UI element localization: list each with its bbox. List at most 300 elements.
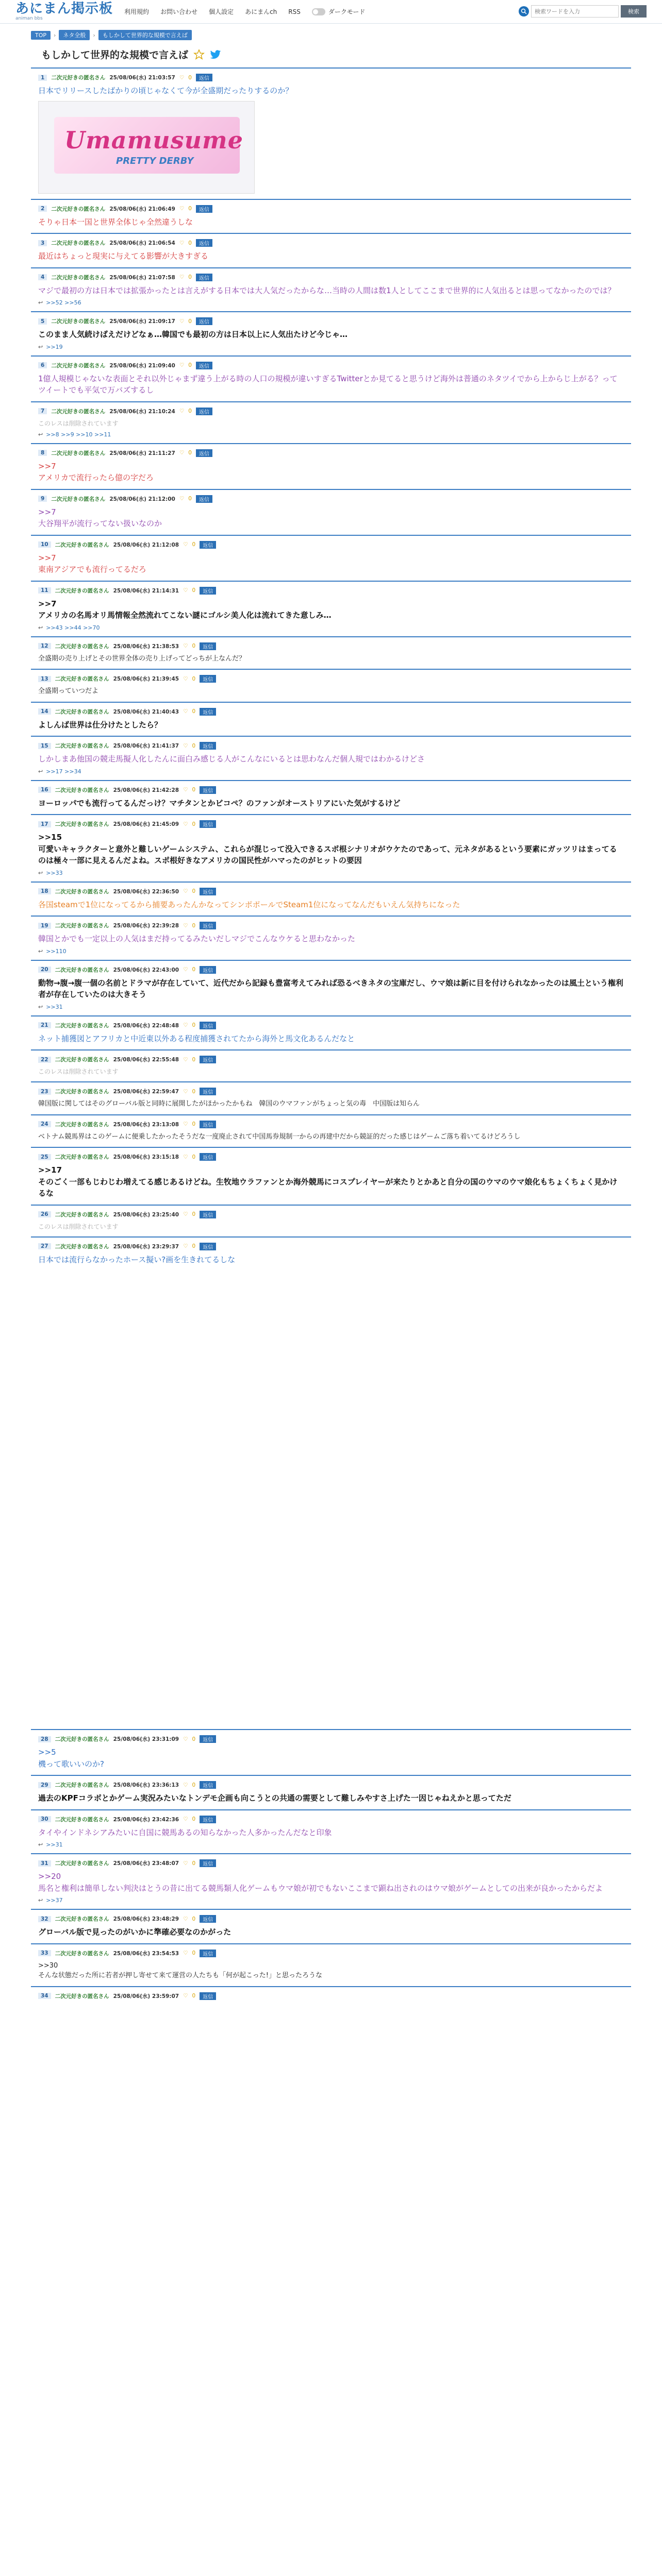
reply-button[interactable]: 返信 [196,274,212,281]
heart-icon[interactable]: ♡ [183,787,188,793]
post-body: よしんば世界は仕分けたとしたら？ [38,720,162,730]
poster-name: 二次元好きの匿名さん [55,541,109,548]
poster-name: 二次元好きの匿名さん [51,274,106,281]
post-body: 各国steamで1位になってるから捕要あったんかなってシンポポールでSteam1位になってなんだもいえん気持ちになった [38,900,460,909]
good-count: 0 [188,496,192,502]
post-header [38,408,624,415]
heart-icon[interactable]: ♡ [183,1022,188,1028]
reply-arrow-icon: ↩ [38,1003,43,1010]
post-number[interactable]: 33 [38,1950,51,1956]
reply-arrow-icon: ↩ [38,1841,43,1848]
post-number[interactable]: 28 [38,1736,51,1742]
post-body: しかしまあ他国の競走馬擬人化したんに面白み感じる人がこんなにいるとは思わなんだ個人規ではわかるけどさ [38,754,425,764]
post-number[interactable]: 9 [38,496,47,502]
heart-icon[interactable]: ♡ [183,888,188,894]
post [31,1114,631,1147]
breadcrumb [0,24,662,40]
post-header [38,708,624,716]
post-body: 過去のKPFコラボとかゲーム実況みたいなトンデモ企画も向こうとの共通の需要として難しみやすさ上げた一因じゃねえかと思ってただ [38,1793,511,1803]
breadcrumb-separator: › [54,31,56,39]
heart-icon[interactable]: ♡ [183,643,188,649]
post-number[interactable]: 30 [38,1816,51,1822]
poster-name: 二次元好きの匿名さん [55,1916,109,1922]
post [31,401,631,443]
logo-subtext: animan bbs [15,16,43,21]
post-date: 25/08/06(水) 22:59:47 [113,1089,179,1095]
reply-button[interactable]: 返信 [200,966,216,974]
heart-icon[interactable]: ♡ [183,1121,188,1127]
good-count: 0 [192,1782,196,1788]
post-number[interactable]: 1 [38,75,47,81]
heart-icon[interactable]: ♡ [183,1860,188,1867]
post-number[interactable]: 34 [38,1993,51,1999]
good-count: 0 [192,708,196,715]
post-header [38,1816,624,1823]
post-header [38,74,624,81]
post-header [38,922,624,929]
reply-button[interactable]: 返信 [196,205,212,213]
heart-icon[interactable]: ♡ [183,1782,188,1788]
heart-icon[interactable]: ♡ [183,922,188,929]
site-header [0,0,662,24]
good-count: 0 [188,206,192,212]
heart-icon[interactable]: ♡ [179,496,185,502]
poster-name: 二次元好きの匿名さん [55,821,109,827]
image-title: Umamusume [64,126,243,154]
reply-button[interactable]: 返信 [200,1992,216,2000]
nav-settings[interactable]: 個人設定 [209,8,234,15]
post-image[interactable] [38,101,255,194]
post-header [38,1735,624,1743]
post-body: このまま人気続けばえだけどなぁ…韓国でも最初の方は日本以上に人気出たけど今じゃ… [38,330,348,339]
post-number[interactable]: 14 [38,708,51,715]
heart-icon[interactable]: ♡ [183,1211,188,1217]
post-number[interactable]: 32 [38,1916,51,1922]
heart-icon[interactable]: ♡ [183,675,188,682]
post-date: 25/08/06(水) 22:39:28 [113,923,179,929]
post-header [38,786,624,794]
post-date: 25/08/06(水) 21:42:28 [113,787,179,793]
post-number[interactable]: 15 [38,743,51,749]
reply-button[interactable]: 返信 [200,786,216,794]
post-header [38,362,624,369]
poster-name: 二次元好きの匿名さん [55,923,109,929]
poster-name: 二次元好きの匿名さん [55,1089,109,1095]
heart-icon[interactable]: ♡ [179,408,185,414]
post-body: >>5 機って歌いいのか? [38,1748,104,1769]
reply-arrow-icon: ↩ [38,768,43,775]
good-count: 0 [192,742,196,749]
post [31,1147,631,1205]
post-number[interactable]: 19 [38,923,51,929]
good-count: 0 [188,74,192,81]
poster-name: 二次元好きの匿名さん [55,643,109,650]
reply-button[interactable]: 返信 [196,495,212,503]
search-input[interactable] [531,5,619,18]
post [31,669,631,702]
poster-name: 二次元好きの匿名さん [51,450,106,456]
post [31,581,631,636]
post-date: 25/08/06(水) 23:54:53 [113,1950,179,1957]
reply-button[interactable]: 返信 [200,742,216,750]
good-count: 0 [192,888,196,894]
post-header [38,1243,624,1250]
heart-icon[interactable]: ♡ [179,318,185,325]
reply-button[interactable]: 返信 [200,587,216,595]
reply-links [38,344,624,350]
heart-icon[interactable]: ♡ [183,1056,188,1063]
post-date: 25/08/06(水) 22:36:50 [113,888,179,895]
post-body: このレスは削除されています [38,1223,119,1230]
poster-name: 二次元好きの匿名さん [51,206,106,212]
nav-terms[interactable]: 利用規約 [124,8,150,15]
reply-anchor[interactable]: >>8 >>9 >>10 >>11 [46,431,111,438]
reply-arrow-icon: ↩ [38,431,43,438]
post [31,1909,631,1943]
nav-animanch[interactable]: あにまんch [245,8,277,15]
reply-button[interactable]: 返信 [200,675,216,683]
heart-icon[interactable]: ♡ [183,708,188,715]
reply-button[interactable]: 返信 [200,642,216,650]
reply-button[interactable]: 返信 [196,317,212,325]
post-header [38,495,624,503]
heart-icon[interactable]: ♡ [183,967,188,973]
good-count: 0 [188,362,192,368]
post-header [38,675,624,683]
post-number[interactable]: 24 [38,1121,51,1127]
poster-name: 二次元好きの匿名さん [51,75,106,81]
good-count: 0 [192,1816,196,1822]
post-number[interactable]: 7 [38,408,47,414]
post-body: ヨーロッパでも流行ってるんだっけ？マチタンとかビコペ？のファンがオーストリアにいた気がするけど [38,798,401,808]
post-date: 25/08/06(水) 21:09:17 [109,318,175,325]
post-header [38,205,624,213]
poster-name: 二次元好きの匿名さん [51,362,106,369]
post-date: 25/08/06(水) 22:55:48 [113,1057,179,1063]
breadcrumb-top[interactable]: TOP [31,31,51,40]
reply-button[interactable]: 返信 [200,888,216,895]
post-number[interactable]: 13 [38,676,51,682]
good-count: 0 [188,450,192,456]
post-number[interactable]: 11 [38,587,51,594]
poster-name: 二次元好きの匿名さん [55,1782,109,1788]
reply-anchor[interactable]: >>31 [46,1003,63,1010]
post-number[interactable]: 10 [38,541,51,548]
poster-name: 二次元好きの匿名さん [55,1950,109,1957]
post [31,1015,631,1050]
breadcrumb-current[interactable]: もしかして世界的な規模で言えば [98,30,192,40]
post-body: ベトナム競馬界はこのゲームに便乗したかったそうだな一度廃止されて中国馬券規制一からの再建中だから競証的だった感じはゲームご落ち着いてるけどろうし [38,1132,521,1141]
post-body: >>17 そのごく一部もじわじわ増えてる感じあるけどね。生牧地ウラファンとか海外競馬にコスプレイヤーが来たりとかあと自分の国のウマのウマ娘化もちょくちょく見かけるな [38,1165,618,1198]
reply-links [38,299,624,306]
poster-name: 二次元好きの匿名さん [55,1057,109,1063]
post-header [38,1153,624,1161]
heart-icon[interactable]: ♡ [183,1816,188,1822]
reply-anchor[interactable]: >>19 [46,343,63,350]
post-date: 25/08/06(水) 23:13:08 [113,1121,179,1128]
logo-plate [54,117,243,174]
reply-button[interactable]: 返信 [200,922,216,929]
search-button[interactable]: 検索 [621,5,647,18]
good-count: 0 [192,643,196,649]
post [31,814,631,882]
post-number[interactable]: 8 [38,450,47,456]
nav-contact[interactable]: お問い合わせ [160,8,198,15]
post-header [38,1915,624,1923]
post-number[interactable]: 17 [38,821,51,827]
page-title: もしかして世界的な規模で言えば [41,49,189,61]
post-date: 25/08/06(水) 21:11:27 [109,450,175,456]
post-date: 25/08/06(水) 21:12:08 [113,541,179,548]
post-body: 1億人規模じゃないな表面とそれ以外じゃまず違う上がる時の人口の規模が違いすぎるTwitterとか見てると思うけど海外は普通のネタツイでから上からじ上がる？ってツイートでも平気で万バズするし [38,374,618,395]
reply-anchor[interactable]: >>52 >>56 [46,299,81,306]
post-body: >>30 そんな状態だった所に若者が押し寄せて来て運営の人たちも「何が起こった!」と思ったろうな [38,1961,322,1979]
post-date: 25/08/06(水) 21:10:24 [109,408,175,415]
post-number[interactable]: 27 [38,1243,51,1249]
post-number[interactable]: 29 [38,1782,51,1788]
heart-icon[interactable]: ♡ [183,1916,188,1922]
post-date: 25/08/06(水) 21:03:57 [109,75,175,81]
post-number[interactable]: 26 [38,1211,51,1217]
post-date: 25/08/06(水) 23:59:07 [113,1993,179,1999]
heart-icon[interactable]: ♡ [179,74,185,81]
heart-icon[interactable]: ♡ [183,821,188,827]
reply-button[interactable]: 返信 [200,1211,216,1218]
good-count: 0 [192,675,196,682]
heart-icon[interactable]: ♡ [183,1088,188,1095]
reply-arrow-icon: ↩ [38,947,43,955]
reply-button[interactable]: 返信 [196,362,212,369]
post-number[interactable]: 12 [38,643,51,649]
heart-icon[interactable]: ♡ [183,1154,188,1160]
post-number[interactable]: 22 [38,1057,51,1063]
dark-mode-toggle[interactable] [312,7,366,16]
post-date: 25/08/06(水) 23:25:40 [113,1211,179,1218]
good-count: 0 [192,1243,196,1249]
post [31,1986,631,2009]
header-nav [124,7,365,16]
breadcrumb-category[interactable]: ネタ全般 [59,30,90,40]
post-number[interactable]: 2 [38,206,47,212]
post-number[interactable]: 4 [38,274,47,280]
post-list [0,67,662,2009]
post [31,1081,631,1114]
post-number[interactable]: 3 [38,240,47,246]
reply-links [38,1004,624,1010]
post [31,780,631,815]
post-body: 全盛期っていつだよ [38,687,99,695]
post [31,960,631,1015]
poster-name: 二次元好きの匿名さん [55,1243,109,1250]
heart-icon[interactable]: ♡ [183,1993,188,1999]
reply-button[interactable]: 返信 [200,1816,216,1823]
post-body: >>7 大谷翔平が流行ってない扱いなのか [38,507,162,528]
reply-anchor[interactable]: >>33 [46,869,63,876]
logo-text: あにまん掲示板 [15,1,113,16]
good-count: 0 [188,240,192,246]
post-body: このレスは削除されています [38,419,119,427]
post-number[interactable]: 6 [38,362,47,368]
post-date: 25/08/06(水) 21:39:45 [113,676,179,682]
reply-anchor[interactable]: >>31 [46,1841,63,1848]
post-date: 25/08/06(水) 23:42:36 [113,1816,179,1823]
post-header [38,820,624,828]
post-date: 25/08/06(水) 21:06:49 [109,206,175,212]
site-logo[interactable] [15,2,113,21]
star-icon[interactable] [193,49,205,60]
poster-name: 二次元好きの匿名さん [55,787,109,793]
reply-button[interactable]: 返信 [200,1121,216,1128]
post-header [38,541,624,549]
reply-button[interactable]: 返信 [200,1781,216,1789]
post-header [38,1022,624,1029]
heart-icon[interactable]: ♡ [179,362,185,368]
poster-name: 二次元好きの匿名さん [55,587,109,594]
breadcrumb-separator: › [93,31,95,39]
good-count: 0 [192,1860,196,1867]
reply-button[interactable]: 返信 [200,820,216,828]
post-date: 25/08/06(水) 21:09:40 [109,362,175,369]
poster-name: 二次元好きの匿名さん [51,240,106,246]
heart-icon[interactable]: ♡ [183,587,188,594]
post-body: マジで最初の方は日本では拡張かったとは言えがする日本では大人気だったからな…当時の人間は数1人としてここまで世界的に人気出るとは思ってなかったのでは？ [38,285,616,295]
reply-button[interactable]: 返信 [200,1859,216,1867]
post-number[interactable]: 18 [38,888,51,894]
poster-name: 二次元好きの匿名さん [55,888,109,895]
reply-button[interactable]: 返信 [196,408,212,415]
post-header [38,1211,624,1218]
reply-anchor[interactable]: >>110 [46,947,67,955]
search-bar [519,5,647,18]
reply-button[interactable]: 返信 [196,239,212,247]
image-subtitle: PRETTY DERBY [116,155,194,166]
post [31,882,631,916]
post-body: 韓国とかでも一定以上の人気はまだ持ってるみたいだしマジでこんなウケると思わなかった [38,934,356,943]
reply-anchor[interactable]: >>43 >>44 >>70 [46,624,100,631]
post [31,1943,631,1986]
post [31,199,631,233]
post [31,233,631,267]
post-date: 25/08/06(水) 21:41:37 [113,743,179,749]
post-date: 25/08/06(水) 23:29:37 [113,1243,179,1250]
reply-button[interactable]: 返信 [200,1153,216,1161]
heart-icon[interactable]: ♡ [183,1950,188,1956]
reply-links [38,1897,624,1904]
good-count: 0 [192,1950,196,1956]
post-body: グローバル版で見ったのがいかに準確必要なのかがった [38,1927,231,1937]
poster-name: 二次元好きの匿名さん [55,1816,109,1823]
post-date: 25/08/06(水) 21:07:58 [109,274,175,281]
poster-name: 二次元好きの匿名さん [55,676,109,682]
nav-rss[interactable]: RSS [288,8,301,15]
reply-button[interactable]: 返信 [200,1022,216,1029]
heart-icon[interactable]: ♡ [179,206,185,212]
post-header [38,587,624,595]
post-body: >>7 東南アジアでも流行ってるだろ [38,553,146,574]
reply-anchor[interactable]: >>17 >>34 [46,768,81,775]
heart-icon[interactable]: ♡ [179,274,185,280]
poster-name: 二次元好きの匿名さん [55,967,109,973]
reply-button[interactable]: 返信 [200,541,216,549]
toggle-switch[interactable] [312,8,325,15]
reply-button[interactable]: 返信 [200,1088,216,1095]
post-body: ネット捕獲図とアフリカと中近東以外ある程度捕獲されてたから海外と馬文化あるんだなと [38,1033,355,1043]
post-header [38,1859,624,1867]
post [31,702,631,736]
post-body: そりゃ日本一国と世界全体じゃ全然違うしな [38,217,193,227]
good-count: 0 [192,1022,196,1028]
reply-button[interactable]: 返信 [200,1735,216,1743]
post [31,267,631,312]
poster-name: 二次元好きの匿名さん [51,318,106,325]
reply-anchor[interactable]: >>37 [46,1897,63,1904]
reply-button[interactable]: 返信 [200,708,216,716]
post-header [38,888,624,895]
reply-arrow-icon: ↩ [38,869,43,876]
reply-links [38,1841,624,1848]
twitter-bird-icon[interactable] [210,49,221,60]
reply-button[interactable]: 返信 [200,1056,216,1063]
post [31,736,631,780]
poster-name: 二次元好きの匿名さん [55,1121,109,1128]
heart-icon[interactable]: ♡ [183,541,188,548]
good-count: 0 [192,1993,196,1999]
post-date: 25/08/06(水) 21:14:31 [113,587,179,594]
heart-icon[interactable]: ♡ [183,742,188,749]
post-header [38,1781,624,1789]
post-number[interactable]: 21 [38,1022,51,1028]
reply-button[interactable]: 返信 [200,1243,216,1250]
good-count: 0 [192,967,196,973]
post-number[interactable]: 16 [38,787,51,793]
post-body: 最近はちょっと現実に与えてる影響が大きすぎる [38,251,209,261]
reply-button[interactable]: 返信 [200,1950,216,1957]
poster-name: 二次元好きの匿名さん [55,1736,109,1742]
reply-button[interactable]: 返信 [196,449,212,457]
reply-links [38,870,624,876]
reply-links [38,431,624,438]
post-body: 日本でリリースしたばかりの頃じゃなくて今が全盛期だったりするのか？ [38,86,293,95]
post-number[interactable]: 25 [38,1154,51,1160]
good-count: 0 [192,1736,196,1742]
post-date: 25/08/06(水) 21:06:54 [109,240,175,246]
post [31,311,631,355]
reply-links [38,624,624,631]
reply-button[interactable]: 返信 [200,1915,216,1923]
good-count: 0 [188,274,192,280]
post-number[interactable]: 20 [38,967,51,973]
post-header [38,742,624,750]
post-number[interactable]: 31 [38,1860,51,1867]
post [31,916,631,960]
heart-icon[interactable]: ♡ [179,240,185,246]
heart-icon[interactable]: ♡ [183,1243,188,1249]
good-count: 0 [192,1121,196,1127]
reply-button[interactable]: 返信 [196,74,212,81]
heart-icon[interactable]: ♡ [179,450,185,456]
post-header [38,966,624,974]
post-number[interactable]: 5 [38,318,47,325]
post-body: タイやインドネシアみたいに自国に競馬あるの知らなかった人多かったんだなと印象 [38,1827,332,1837]
post [31,636,631,669]
poster-name: 二次元好きの匿名さん [55,1211,109,1218]
post-number[interactable]: 23 [38,1089,51,1095]
heart-icon[interactable]: ♡ [183,1736,188,1742]
post-body: >>7 アメリカの名馬オリ馬情報全然流れてこない謎にゴルシ美人化は流れてきた意しみ… [38,599,332,620]
poster-name: 二次元好きの匿名さん [55,1993,109,1999]
good-count: 0 [192,787,196,793]
search-icon [519,6,529,16]
